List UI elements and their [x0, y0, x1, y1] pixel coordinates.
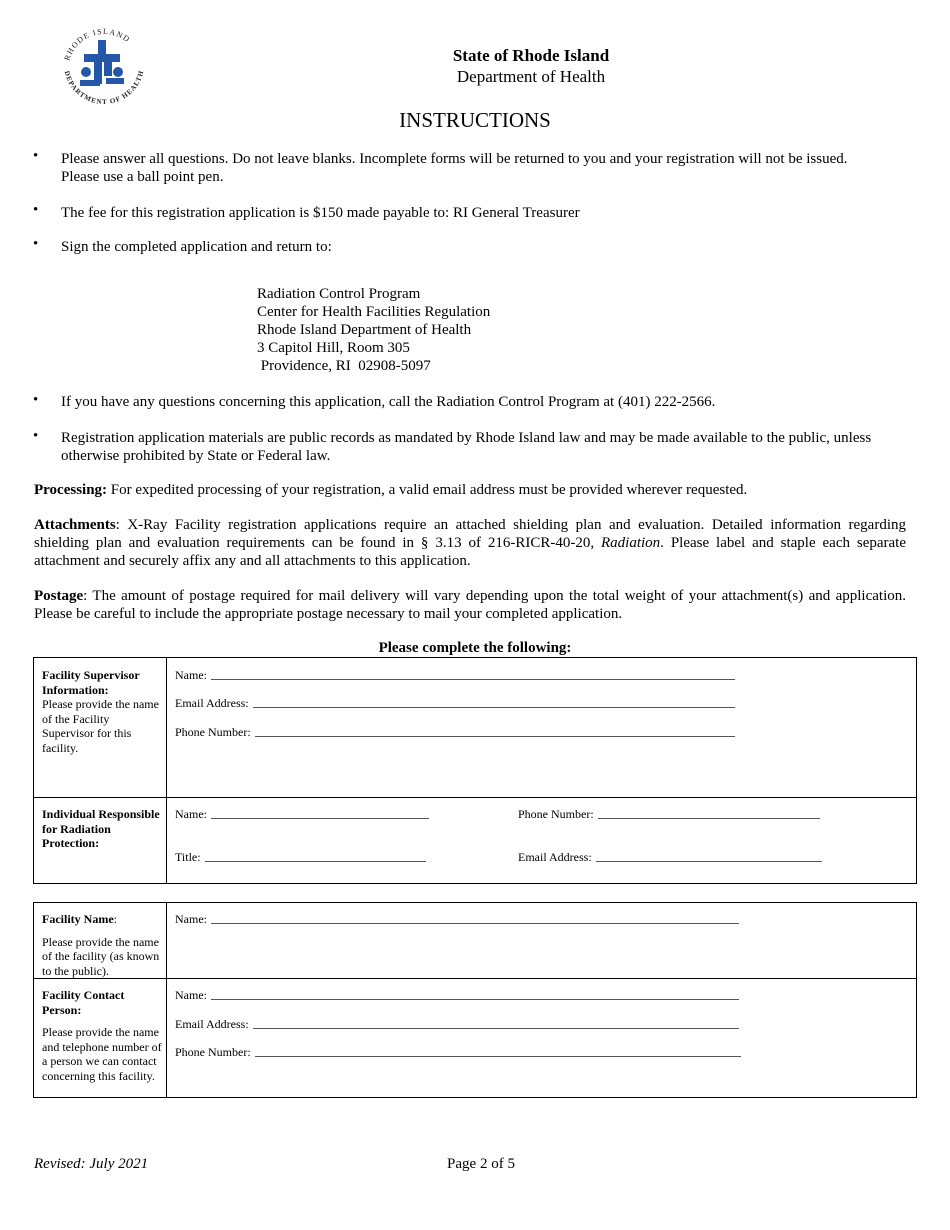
table-divider [33, 797, 917, 798]
facility-name-field[interactable] [175, 912, 739, 926]
supervisor-email-field[interactable] [175, 696, 735, 710]
email-line[interactable] [253, 707, 735, 708]
field-label: Email Address: [518, 850, 592, 864]
instruction-5 [61, 429, 911, 465]
attachments-text-2: . Please label and staple each separate attachment and securely affix any and all attachments to this application. [34, 535, 906, 569]
postage-label: Postage [34, 588, 84, 604]
supervisor-label-title: Facility Supervisor Information: [42, 668, 140, 697]
facility-name-label-title: Facility Name [42, 912, 114, 926]
address-line: Providence, RI 02908-5097 [257, 358, 431, 374]
instruction-1-line-1: Please answer all questions. Do not leave blanks. Incomplete forms will be returned to you and your registration will not be issued. [61, 151, 848, 167]
table-divider [33, 978, 917, 979]
field-label: Name: [175, 668, 207, 682]
supervisor-label-text: Please provide the name of the Facility Supervisor for this facility. [42, 697, 159, 755]
attachments-italic: Radiation [601, 535, 661, 551]
field-label: Name: [175, 912, 207, 926]
svg-text:DEPARTMENT OF HEALTH: DEPARTMENT OF HEALTH [62, 69, 146, 107]
field-label: Phone Number: [175, 1045, 251, 1059]
address-line: Rhode Island Department of Health [257, 322, 472, 338]
page-title: INSTRUCTIONS [399, 108, 551, 132]
revision-date: Revised: July 2021 [34, 1156, 149, 1172]
instruction-1-line-2: Please use a ball point pen. [61, 169, 224, 185]
attachments-label: Attachments [34, 517, 116, 533]
address-line: 3 Capitol Hill, Room 305 [257, 340, 410, 356]
instruction-5-line-1: Registration application materials are public records as mandated by Rhode Island law and may be made available to the public, unless [61, 430, 872, 446]
instruction-5-line-2: otherwise prohibited by State or Federal law. [61, 448, 331, 464]
contact-label-title: Facility Contact Person: [42, 988, 125, 1017]
bullet-icon: • [33, 148, 39, 164]
postage-paragraph [34, 587, 906, 623]
field-label: Phone Number: [175, 725, 251, 739]
attachments-paragraph [34, 516, 906, 570]
title-line[interactable] [205, 861, 426, 862]
table-divider [166, 657, 167, 884]
supervisor-label [42, 668, 160, 755]
processing-text: For expedited processing of your registration, a valid email address must be provided wherever requested. [107, 482, 748, 498]
individual-phone-field[interactable] [518, 807, 820, 821]
state-title: State of Rhode Island [452, 46, 610, 65]
name-line[interactable] [211, 818, 429, 819]
address-line: Radiation Control Program [257, 286, 421, 302]
supervisor-name-field[interactable] [175, 668, 735, 682]
phone-line[interactable] [255, 1056, 741, 1057]
name-line[interactable] [211, 679, 735, 680]
processing-label: Processing: [34, 482, 108, 498]
processing-paragraph [34, 481, 906, 499]
contact-phone-field[interactable] [175, 1045, 741, 1059]
instruction-3: Sign the completed application and return to: [61, 239, 332, 255]
label-colon: : [113, 912, 117, 926]
table-divider [166, 902, 167, 1098]
bullet-icon: • [33, 236, 39, 252]
bullet-icon: • [33, 202, 39, 218]
name-line[interactable] [211, 999, 739, 1000]
supervisor-phone-field[interactable] [175, 725, 735, 739]
svg-text:RHODE ISLAND: RHODE ISLAND [62, 26, 132, 62]
department-title: Department of Health [456, 67, 606, 86]
individual-label-title: Individual Responsible for Radiation Protection: [42, 807, 160, 850]
form-heading: Please complete the following: [378, 640, 572, 656]
mailing-address [257, 285, 490, 375]
field-label: Name: [175, 807, 207, 821]
address-line: Center for Health Facilities Regulation [257, 304, 491, 320]
postage-text: : The amount of postage required for mail delivery will vary depending upon the total weight of your attachment(s) and application. Please be careful to include the appropriate postage necessary to mail your completed application. [34, 588, 906, 622]
instruction-4: If you have any questions concerning this application, call the Radiation Control Program at (401) 222-2566. [61, 394, 716, 410]
page-number: Page 2 of 5 [447, 1156, 515, 1172]
individual-name-field[interactable] [175, 807, 429, 821]
contact-email-field[interactable] [175, 1017, 739, 1031]
field-label: Email Address: [175, 1017, 249, 1031]
name-line[interactable] [211, 923, 739, 924]
field-label: Phone Number: [518, 807, 594, 821]
contact-name-field[interactable] [175, 988, 739, 1002]
contact-label [42, 988, 164, 1083]
individual-label [42, 807, 164, 851]
individual-title-field[interactable] [175, 850, 426, 864]
email-line[interactable] [253, 1028, 739, 1029]
bullet-icon: • [33, 428, 39, 444]
attachments-text: : X-Ray Facility registration applications require an attached shielding plan and evaluation. Detailed information regarding shielding plan and evaluation requirements can be found in § 3.13 of 216-RICR-40-20, [34, 517, 906, 551]
phone-line[interactable] [598, 818, 820, 819]
contact-label-text: Please provide the name and telephone number of a person we can contact concerning this facility. [42, 1025, 162, 1083]
email-line[interactable] [596, 861, 822, 862]
facility-name-label [42, 912, 162, 978]
individual-email-field[interactable] [518, 850, 822, 864]
field-label: Title: [175, 850, 201, 864]
field-label: Name: [175, 988, 207, 1002]
field-label: Email Address: [175, 696, 249, 710]
instruction-2: The fee for this registration application is $150 made payable to: RI General Treasurer [61, 205, 580, 221]
facility-name-label-text: Please provide the name of the facility (as known to the public). [42, 934, 160, 978]
phone-line[interactable] [255, 736, 735, 737]
bullet-icon: • [33, 392, 39, 408]
instruction-1 [61, 150, 911, 186]
